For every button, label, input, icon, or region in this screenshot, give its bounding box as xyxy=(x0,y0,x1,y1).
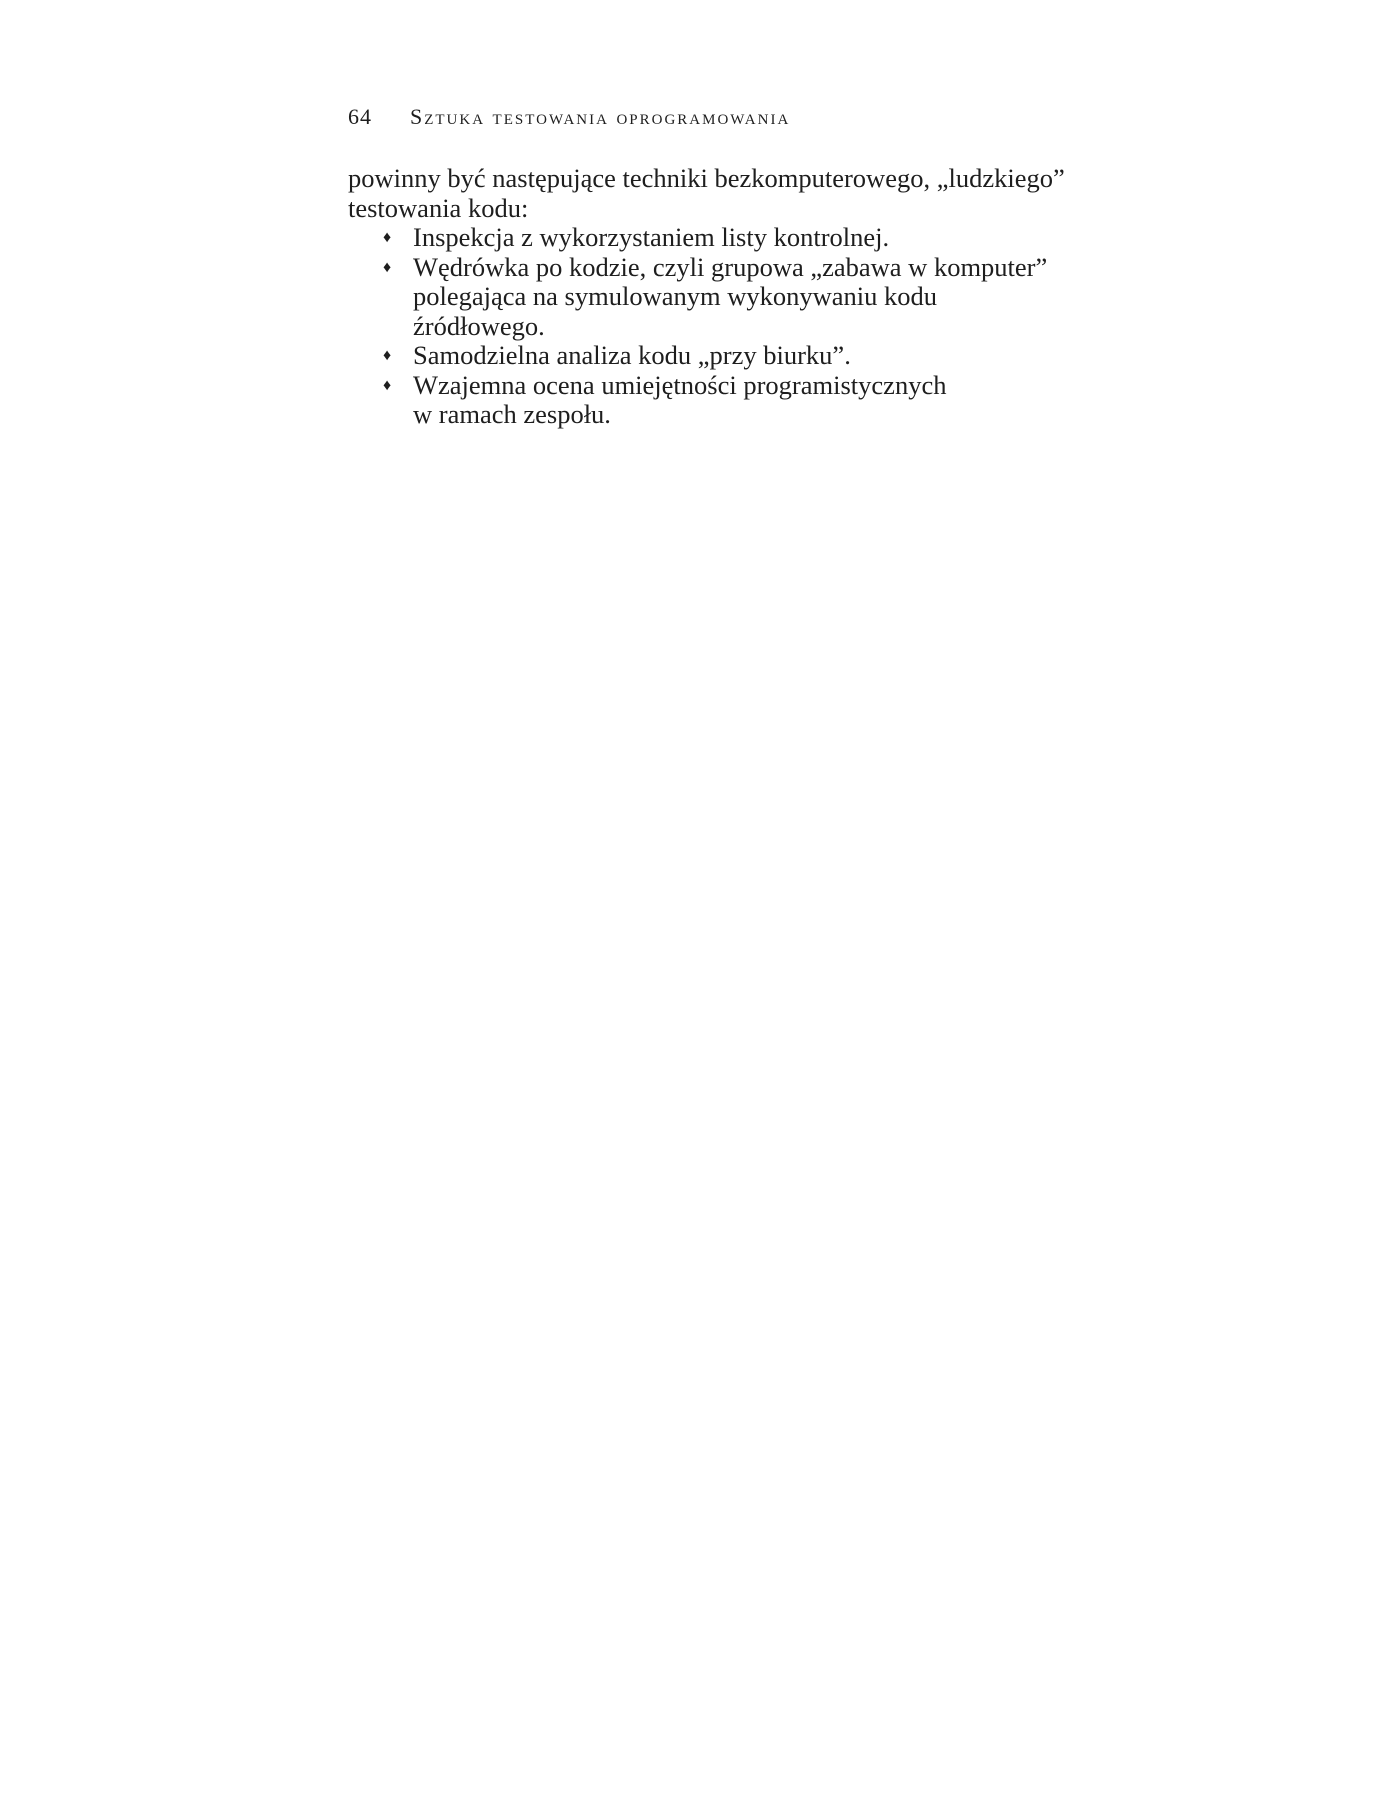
running-title: Sztuka testowania oprogramowania xyxy=(410,104,791,129)
intro-line: powinny być następujące techniki bezkomputerowego, „ludzkiego” xyxy=(348,163,1065,193)
list-item-line: w ramach zespołu. xyxy=(413,399,611,429)
diamond-bullet-icon: ♦ xyxy=(383,347,392,364)
list-item xyxy=(383,251,1068,342)
list-item xyxy=(383,369,1068,430)
list-item-line: Inspekcja z wykorzystaniem listy kontrolnej. xyxy=(413,222,890,252)
page-header xyxy=(348,104,790,132)
list-item-line: źródłowego. xyxy=(413,310,545,341)
list-item-line: polegająca na symulowanym wykonywaniu kodu xyxy=(413,281,937,311)
page-number: 64 xyxy=(348,104,372,129)
diamond-bullet-icon: ♦ xyxy=(383,229,392,246)
diamond-bullet-icon: ♦ xyxy=(383,376,392,394)
list-item-line: Wędrówka po kodzie, czyli grupowa „zabawa w komputer” xyxy=(413,251,1048,282)
intro-line: testowania kodu: xyxy=(348,192,529,223)
body-text xyxy=(348,164,1068,430)
list-item-line: Samodzielna analiza kodu „przy biurku”. xyxy=(413,340,851,370)
list-item xyxy=(383,222,1068,253)
diamond-bullet-icon: ♦ xyxy=(383,258,392,276)
bullet-list xyxy=(348,223,1068,430)
intro-paragraph xyxy=(348,164,1068,223)
list-item-line: Wzajemna ocena umiejętności programistycznych xyxy=(413,369,947,400)
list-item xyxy=(383,340,1068,371)
